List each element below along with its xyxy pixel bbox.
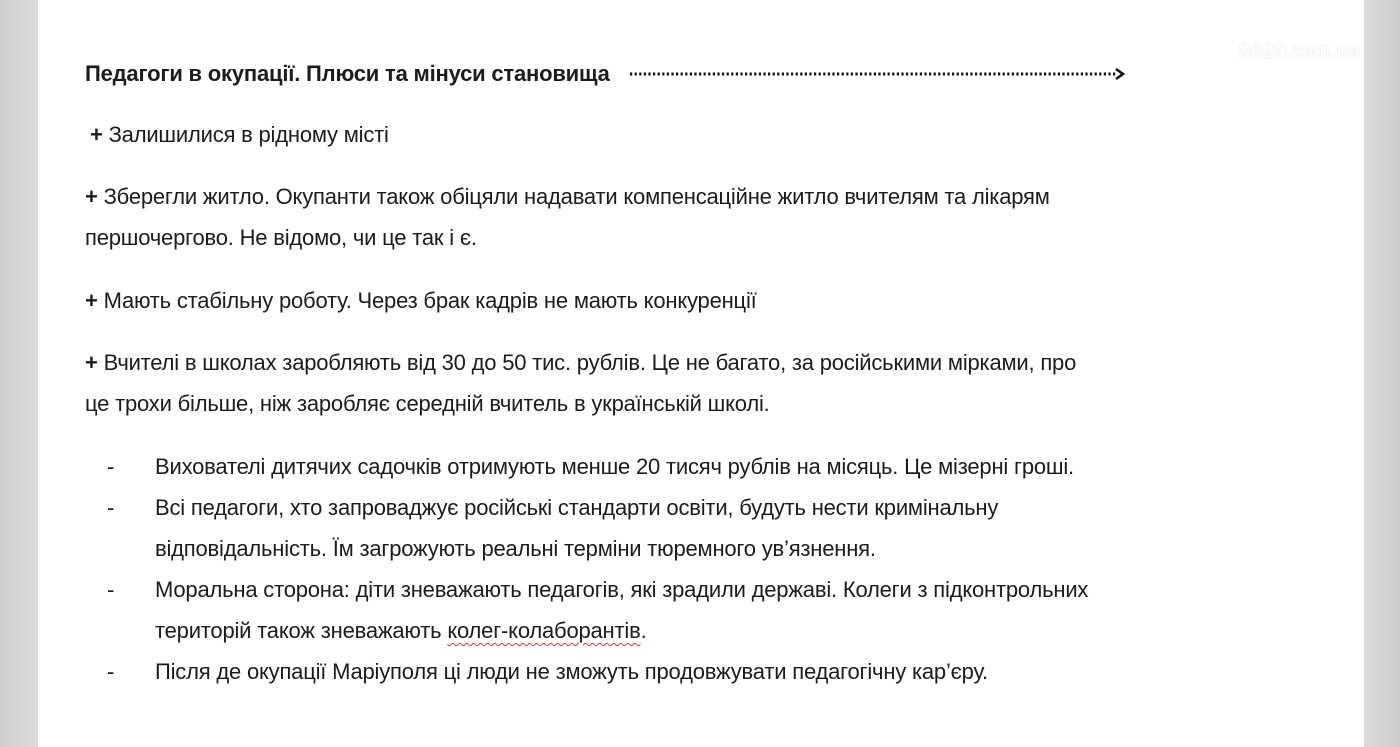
dotted-arrow-icon bbox=[628, 66, 1128, 82]
site-watermark: 0629.com.ua bbox=[1238, 40, 1360, 62]
page-title: Педагоги в окупації. Плюси та мінуси становища bbox=[85, 61, 610, 86]
pro-text: Вчителі в школах заробляють від 30 до 50 тис. рублів. Це не багато, за російськими мірками, про bbox=[103, 350, 1077, 375]
pro-text-continued: це трохи більше, ніж заробляє середній вчитель в українській школі. bbox=[85, 391, 770, 416]
plus-sign: + bbox=[85, 350, 98, 375]
plus-sign: + bbox=[85, 184, 98, 209]
right-gutter bbox=[1364, 0, 1400, 747]
list-item bbox=[85, 651, 1364, 692]
cons-list bbox=[85, 446, 1364, 692]
heading-row bbox=[85, 58, 1265, 90]
list-item bbox=[85, 487, 1364, 569]
pro-item-3 bbox=[85, 280, 1364, 321]
con-text-continued: відповідальність. Їм загрожують реальні терміни тюремного ув’язнення. bbox=[155, 536, 876, 561]
con-text: Всі педагоги, хто запроваджує російські стандарти освіти, будуть нести кримінальну bbox=[155, 495, 999, 520]
plus-sign: + bbox=[85, 288, 98, 313]
document-page bbox=[38, 0, 1364, 747]
pro-item-1 bbox=[90, 114, 1364, 155]
dash-bullet: - bbox=[107, 495, 115, 520]
left-gutter bbox=[0, 0, 38, 747]
con-text: Вихователі дитячих садочків отримують менше 20 тисяч рублів на місяць. Це мізерні гроші. bbox=[155, 454, 1074, 479]
dash-bullet: - bbox=[107, 454, 115, 479]
pro-item-4 bbox=[85, 342, 1364, 424]
list-item bbox=[85, 446, 1364, 487]
pro-text: Зберегли житло. Окупанти також обіцяли надавати компенсаційне житло вчителям та лікарям bbox=[103, 184, 1050, 209]
pro-item-2 bbox=[85, 176, 1364, 258]
pro-text: Залишилися в рідному місті bbox=[108, 122, 389, 147]
pro-text: Мають стабільну роботу. Через брак кадрів не мають конкуренції bbox=[103, 288, 757, 313]
con-text: Після де окупації Маріуполя ці люди не зможуть продовжувати педагогічну кар’єру. bbox=[155, 659, 988, 684]
list-item bbox=[85, 569, 1364, 651]
con-text-after: . bbox=[640, 618, 647, 643]
con-text: Моральна сторона: діти зневажають педагогів, які зрадили державі. Колеги з підконтрольних bbox=[155, 577, 1089, 602]
spellcheck-marked-word: колег-колаборантів bbox=[447, 618, 641, 643]
dash-bullet: - bbox=[107, 577, 115, 602]
dash-bullet: - bbox=[107, 659, 115, 684]
pro-text-continued: першочергово. Не відомо, чи це так і є. bbox=[85, 225, 477, 250]
con-text-continued bbox=[155, 610, 1364, 651]
con-text-before: територій також зневажають bbox=[155, 618, 448, 643]
plus-sign: + bbox=[90, 122, 103, 147]
